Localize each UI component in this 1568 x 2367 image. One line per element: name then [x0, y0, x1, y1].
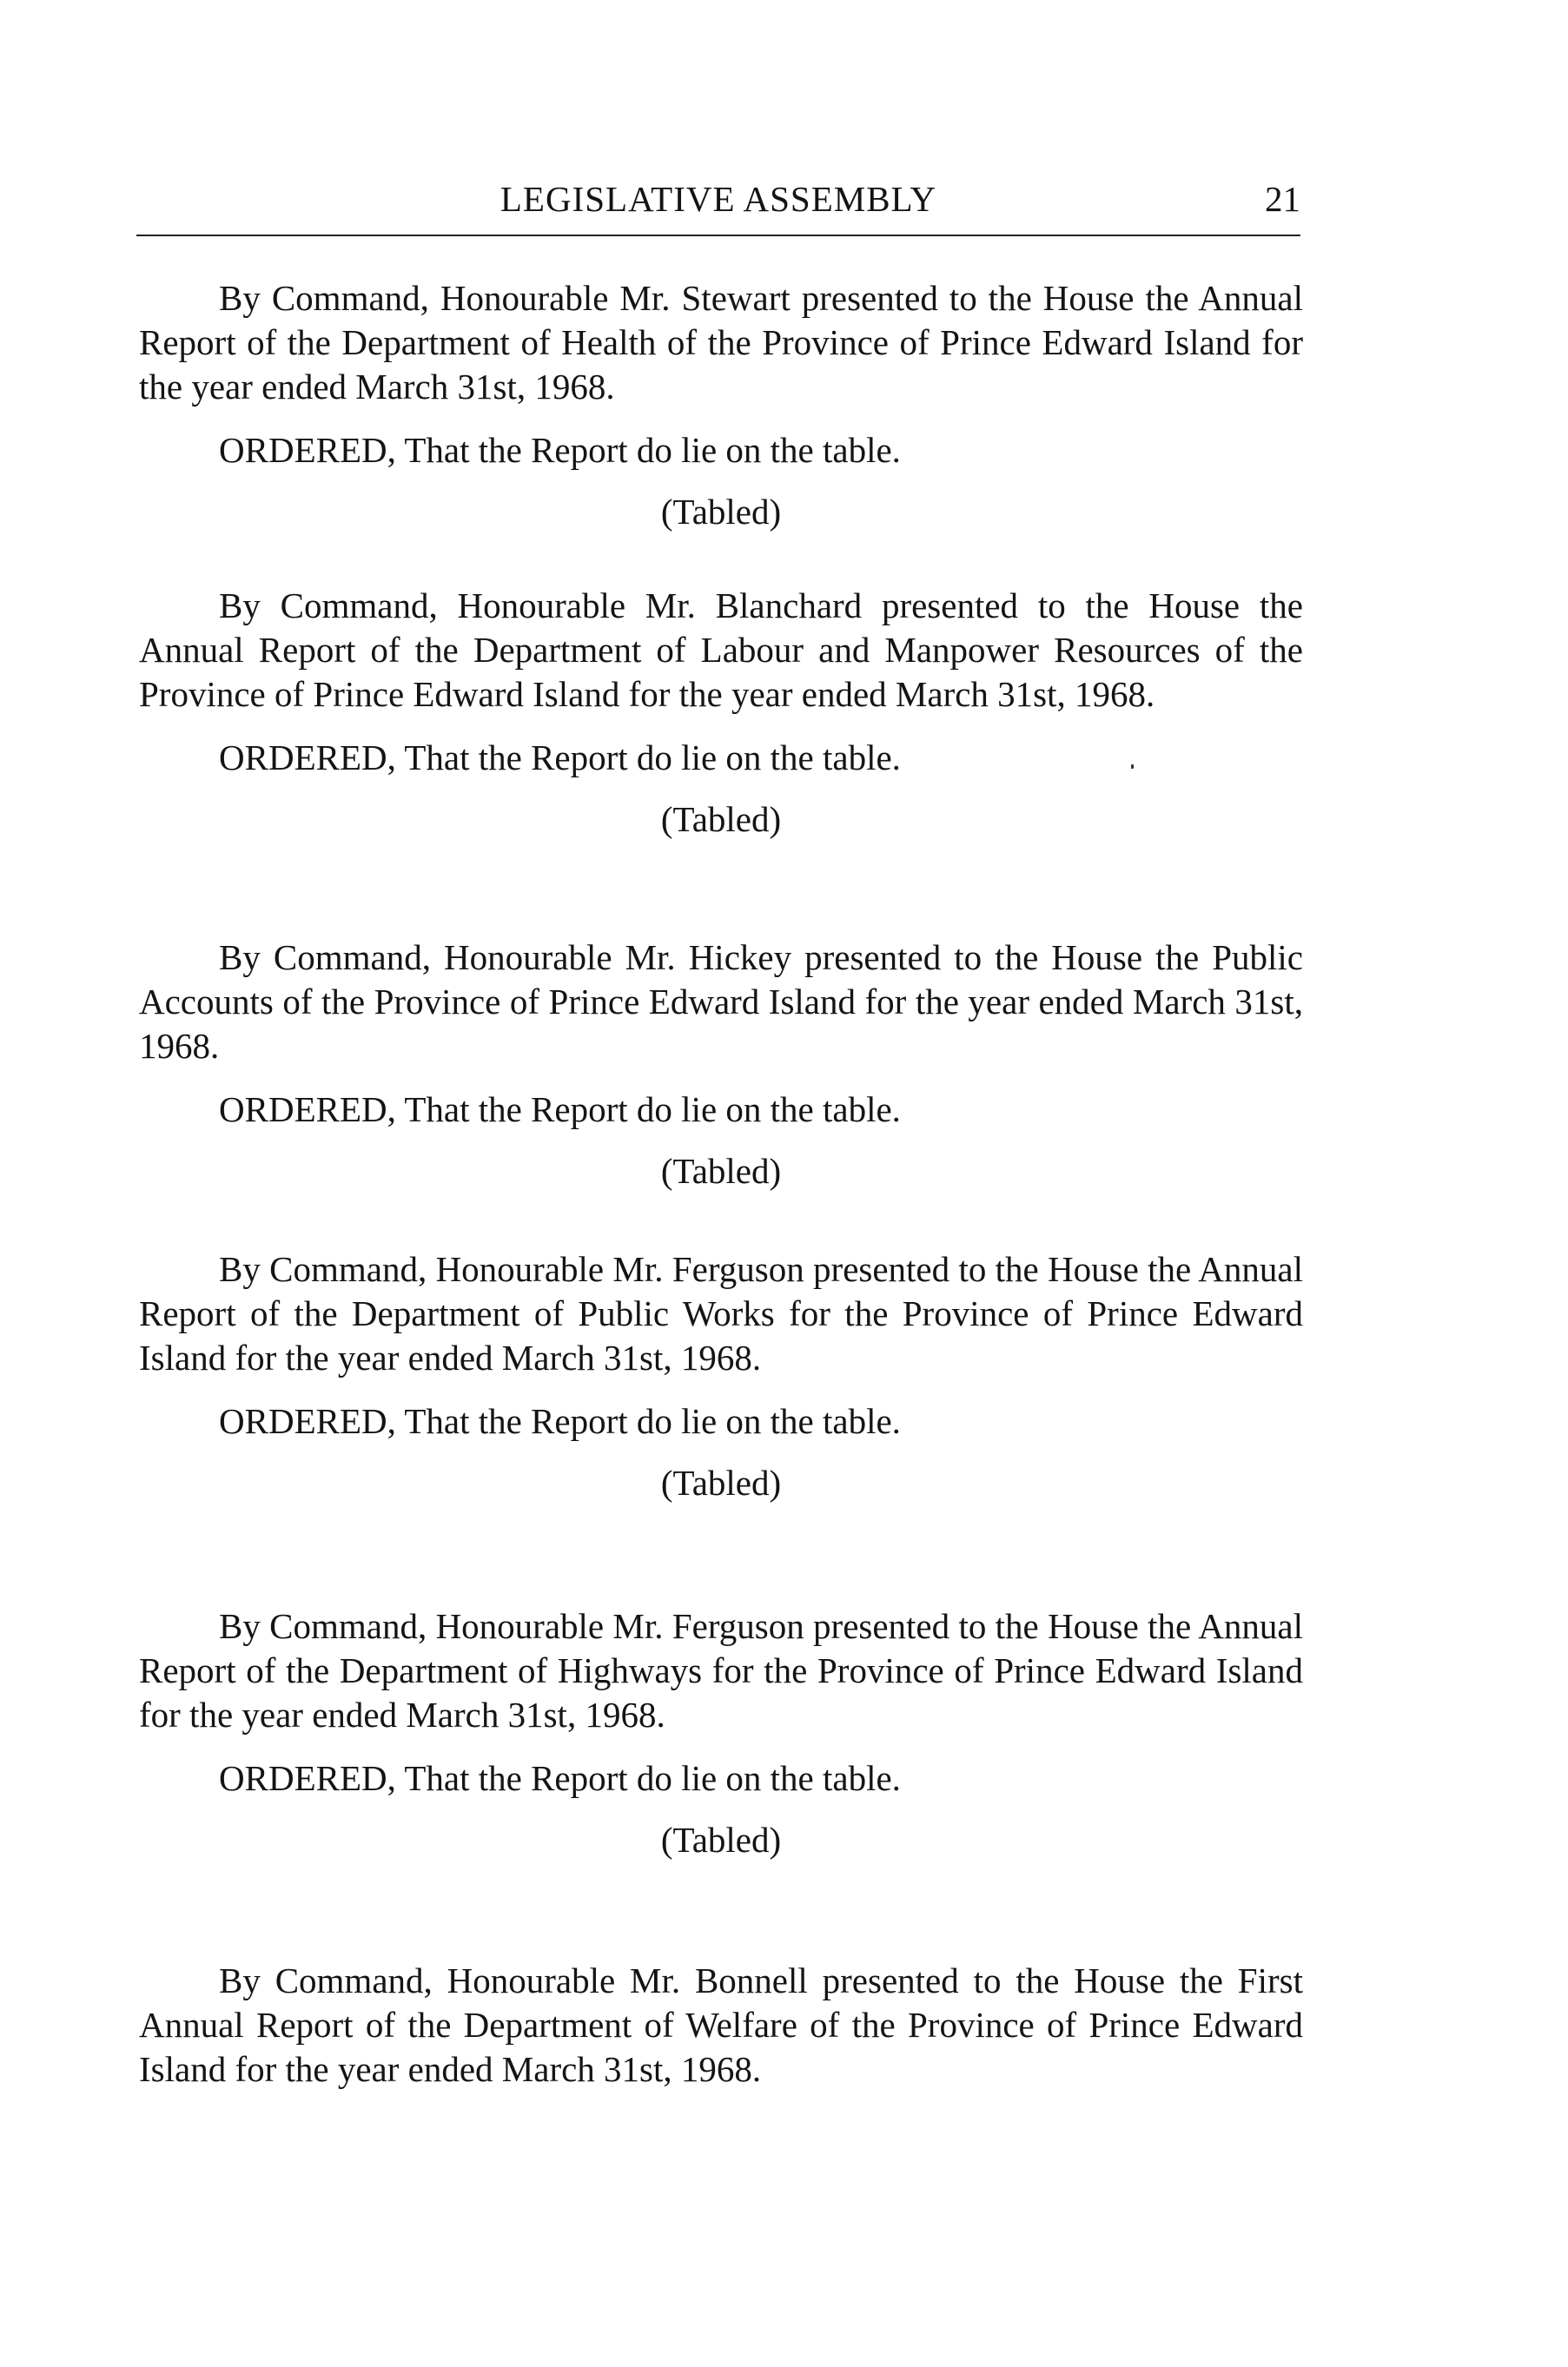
running-header	[136, 178, 1300, 230]
tabled-note: (Tabled)	[660, 1151, 782, 1191]
header-rule	[136, 235, 1300, 236]
ordered-line: ORDERED, That the Report do lie on the table.	[219, 737, 901, 777]
page-number: 21	[1265, 179, 1300, 219]
entry-stewart-health	[139, 276, 1303, 534]
entry-paragraph: By Command, Honourable Mr. Blanchard presented to the House the Annual Report of the Department of Labour and Manpower Resources of the Province of Prince Edward Island for the year ended March 31st, 1968.	[139, 585, 1303, 714]
ordered-line: ORDERED, That the Report do lie on the table.	[219, 1758, 901, 1798]
entry-blanchard-labour	[139, 584, 1303, 842]
tabled-note: (Tabled)	[660, 799, 782, 839]
entry-paragraph: By Command, Honourable Mr. Stewart presented to the House the Annual Report of the Department of Health of the Province of Prince Edward Island for the year ended March 31st, 1968.	[139, 278, 1303, 407]
entry-paragraph: By Command, Honourable Mr. Bonnell presented to the House the First Annual Report of the Department of Welfare of the Province of Prince Edward Island for the year ended March 31st, 1968.	[139, 1960, 1303, 2089]
tabled-note: (Tabled)	[660, 1820, 782, 1860]
entry-paragraph: By Command, Honourable Mr. Ferguson presented to the House the Annual Report of the Department of Highways for the Province of Prince Edward Island for the year ended March 31st, 1968.	[139, 1606, 1303, 1735]
ordered-line: ORDERED, That the Report do lie on the table.	[219, 1089, 901, 1129]
entry-ferguson-highways	[139, 1604, 1303, 1862]
entry-paragraph: By Command, Honourable Mr. Ferguson presented to the House the Annual Report of the Department of Public Works for the Province of Prince Edward Island for the year ended March 31st, 1968.	[139, 1249, 1303, 1378]
entry-ferguson-public-works	[139, 1247, 1303, 1505]
tabled-note: (Tabled)	[660, 1463, 782, 1503]
entry-paragraph: By Command, Honourable Mr. Hickey presented to the House the Public Accounts of the Province of Prince Edward Island for the year ended March 31st, 1968.	[139, 937, 1303, 1066]
ordered-line: ORDERED, That the Report do lie on the table.	[219, 430, 901, 470]
entry-bonnell-welfare	[139, 1959, 1303, 2092]
print-speck	[1131, 764, 1134, 769]
ordered-line: ORDERED, That the Report do lie on the table.	[219, 1401, 901, 1441]
tabled-note: (Tabled)	[660, 492, 782, 532]
header-title: LEGISLATIVE ASSEMBLY	[500, 179, 937, 219]
entry-hickey-public-accounts	[139, 936, 1303, 1193]
